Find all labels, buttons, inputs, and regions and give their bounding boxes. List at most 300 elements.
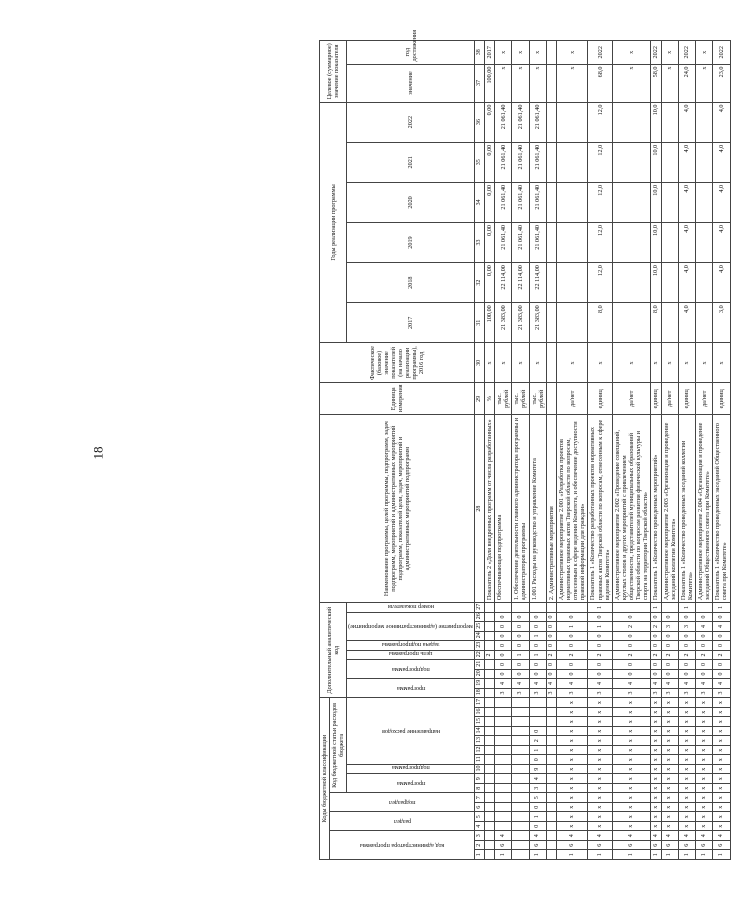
year-value: 21 061,40 (512, 102, 529, 142)
code-cell: 1 (556, 622, 588, 632)
code-cell: х (588, 774, 612, 784)
code-cell: х (556, 774, 588, 784)
code-cell: 0 (588, 660, 612, 670)
code-cell (495, 812, 512, 822)
header-measure-label: мероприятие (административное мероприятие) (348, 623, 474, 631)
row-name: 2. Административные мероприятия (546, 415, 556, 603)
code-cell: 3 (546, 688, 556, 698)
year-value (696, 303, 713, 343)
year-value: 8,0 (588, 303, 612, 343)
code-cell: 0 (529, 822, 546, 832)
code-cell: х (556, 812, 588, 822)
code-cell: 0 (713, 641, 730, 651)
year-value: 3,0 (713, 303, 730, 343)
code-cell: 4 (651, 679, 661, 689)
code-cell: 0 (612, 660, 651, 670)
code-cell (529, 717, 546, 727)
year-value: 21 383,00 (495, 303, 512, 343)
target-year: х (556, 41, 588, 65)
code-cell: х (661, 793, 678, 803)
code-cell (546, 746, 556, 756)
code-cell: 0 (651, 660, 661, 670)
row-unit: тыс. рублей (529, 383, 546, 415)
page-number: 18 (90, 446, 106, 460)
year-value: 21 061,40 (495, 182, 512, 222)
code-cell: 0 (651, 631, 661, 641)
year-value (612, 303, 651, 343)
target-value: х (612, 64, 651, 102)
year-value: 4,0 (678, 182, 695, 222)
code-cell: 4 (612, 679, 651, 689)
code-cell: х (612, 746, 651, 756)
code-cell: 0 (556, 641, 588, 651)
code-cell: х (651, 765, 661, 775)
code-cell: 4 (529, 831, 546, 841)
code-cell: 1 (588, 603, 612, 613)
column-number: 30 (475, 343, 485, 383)
code-cell: х (678, 803, 695, 813)
code-cell: 3 (529, 784, 546, 794)
code-cell: 4 (588, 831, 612, 841)
table-row (546, 41, 556, 860)
code-cell: х (696, 698, 713, 708)
code-cell: х (651, 698, 661, 708)
code-cell: х (588, 727, 612, 737)
column-number: 24 (475, 631, 485, 641)
table-row (696, 41, 713, 860)
code-cell: 0 (495, 622, 512, 632)
code-cell (495, 727, 512, 737)
code-cell: х (678, 765, 695, 775)
year-value: 12,0 (588, 222, 612, 262)
code-cell: 0 (546, 669, 556, 679)
code-cell: 3 (556, 688, 588, 698)
code-cell: х (556, 746, 588, 756)
column-number: 6 (475, 803, 485, 813)
year-value: 10,0 (651, 182, 661, 222)
target-year: х (495, 41, 512, 65)
row-unit: единиц (713, 383, 730, 415)
code-cell: 0 (678, 631, 695, 641)
code-cell: 1 (529, 650, 546, 660)
table-row (529, 41, 546, 860)
code-cell: 5 (529, 793, 546, 803)
year-value: 21 061,40 (529, 102, 546, 142)
code-cell (612, 603, 651, 613)
code-cell: х (713, 793, 730, 803)
year-value: 4,0 (678, 263, 695, 303)
code-cell: х (696, 708, 713, 718)
code-cell: 6 (678, 841, 695, 851)
code-cell: 0 (495, 641, 512, 651)
code-cell: 2 (651, 650, 661, 660)
row-name: Показатель 1 «Количество проведенных заседаний коллегии Комитета» (678, 415, 695, 603)
code-cell (546, 727, 556, 737)
header-admin-code (330, 831, 475, 860)
code-cell: 2 (588, 650, 612, 660)
code-cell: 1 (651, 603, 661, 613)
year-value: 12,0 (588, 263, 612, 303)
row-unit (546, 383, 556, 415)
code-cell: х (713, 727, 730, 737)
header-program-cls (347, 774, 475, 793)
column-number: 34 (475, 182, 485, 222)
code-cell: 0 (546, 641, 556, 651)
column-number: 8 (475, 784, 485, 794)
year-value (696, 263, 713, 303)
code-cell: х (661, 803, 678, 813)
header-goal (347, 650, 475, 660)
code-cell: 0 (529, 727, 546, 737)
code-cell: х (612, 717, 651, 727)
code-cell: х (556, 793, 588, 803)
code-cell (661, 603, 678, 613)
code-cell: 0 (529, 622, 546, 632)
code-cell: 4 (495, 679, 512, 689)
code-cell (484, 812, 494, 822)
code-cell: 4 (495, 831, 512, 841)
code-cell (484, 755, 494, 765)
code-cell: 2 (678, 650, 695, 660)
row-name: 1. Обеспечение деятельности главного администратора программы и администраторов программы (512, 415, 529, 603)
code-cell: 1 (678, 603, 695, 613)
code-cell: 0 (512, 622, 529, 632)
year-value: 0,00 (484, 182, 494, 222)
target-year: 2017 (484, 41, 494, 65)
code-cell: х (556, 822, 588, 832)
code-cell: 4 (696, 622, 713, 632)
year-value (661, 142, 678, 182)
code-cell: 6 (556, 841, 588, 851)
target-value: 100,00 (484, 64, 494, 102)
code-cell: х (661, 755, 678, 765)
code-cell: 6 (495, 841, 512, 851)
target-value: 23,0 (713, 64, 730, 102)
code-cell: х (713, 784, 730, 794)
code-cell: х (678, 698, 695, 708)
column-number: 32 (475, 263, 485, 303)
target-value: х (556, 64, 588, 102)
row-unit: тыс. рублей (512, 383, 529, 415)
row-fact: х (556, 343, 588, 383)
header-section (330, 812, 475, 831)
code-cell: 0 (661, 641, 678, 651)
code-cell: х (696, 774, 713, 784)
code-cell: 1 (529, 812, 546, 822)
code-cell (495, 822, 512, 832)
code-cell: 4 (612, 831, 651, 841)
row-unit: единиц (651, 383, 661, 415)
target-year: х (661, 41, 678, 65)
code-cell: 0 (529, 803, 546, 813)
year-value: 12,0 (588, 142, 612, 182)
code-cell (512, 831, 529, 841)
year-value: 21 061,40 (529, 142, 546, 182)
code-cell: х (588, 803, 612, 813)
year-value: 21 061,40 (512, 182, 529, 222)
year-value (546, 102, 556, 142)
column-number: 37 (475, 64, 485, 102)
code-cell: 3 (661, 622, 678, 632)
code-cell: 0 (495, 650, 512, 660)
code-cell (484, 603, 494, 613)
row-name: Административное мероприятие 2.004 «Организация и проведение заседаний Общественного совета при Комитете» (696, 415, 713, 603)
code-cell: х (651, 727, 661, 737)
row-unit: да/нет (661, 383, 678, 415)
code-cell: х (651, 784, 661, 794)
code-cell (484, 746, 494, 756)
code-cell: х (651, 803, 661, 813)
code-cell (546, 765, 556, 775)
code-cell: х (661, 746, 678, 756)
row-name: Административное мероприятие 2.001 «Разработка проектов нормативных правовых актов Тверской области по вопросам, отнесенным к сфере ведения Комитета, и обеспечение доступности правовой информации для граждан» (556, 415, 588, 603)
code-cell: х (713, 765, 730, 775)
table-row (651, 41, 661, 860)
row-name: Показатель 1 «Количество проведенных заседаний Общественного совета при Комитете» (713, 415, 730, 603)
row-unit: единиц (678, 383, 695, 415)
year-value (556, 222, 588, 262)
header-additional-code: Дополнительный аналитический код (320, 603, 347, 698)
code-cell: х (651, 746, 661, 756)
year-value: 10,0 (651, 263, 661, 303)
code-cell: 1 (612, 850, 651, 860)
code-cell: 6 (696, 841, 713, 851)
code-cell: 0 (678, 669, 695, 679)
row-unit: да/нет (556, 383, 588, 415)
code-cell: 0 (495, 612, 512, 622)
code-cell: х (588, 765, 612, 775)
code-cell: х (588, 755, 612, 765)
code-cell (484, 736, 494, 746)
code-cell: х (661, 717, 678, 727)
year-value (612, 142, 651, 182)
target-year (546, 41, 556, 65)
code-cell (546, 717, 556, 727)
column-number: 1 (475, 850, 485, 860)
year-value: 21 061,40 (495, 222, 512, 262)
year-value (556, 142, 588, 182)
code-cell: 0 (588, 669, 612, 679)
header-year-2017: 2017 (347, 303, 475, 343)
column-number: 26 (475, 612, 485, 622)
code-cell (512, 841, 529, 851)
code-cell: х (556, 784, 588, 794)
code-cell (546, 850, 556, 860)
code-cell: 1 (556, 850, 588, 860)
column-number: 18 (475, 688, 485, 698)
year-value (546, 142, 556, 182)
target-year: х (529, 41, 546, 65)
code-cell (546, 841, 556, 851)
code-cell: 3 (678, 622, 695, 632)
code-cell (512, 755, 529, 765)
code-cell: 4 (713, 622, 730, 632)
header-budget-code: Код бюджетной статьи расходов бюджета (330, 698, 347, 793)
code-cell (495, 765, 512, 775)
code-cell: 0 (529, 660, 546, 670)
code-cell: 1 (588, 622, 612, 632)
code-cell: 0 (529, 641, 546, 651)
code-cell (546, 784, 556, 794)
code-cell: 4 (512, 679, 529, 689)
header-year-2022: 2022 (347, 102, 475, 142)
header-subprogram (347, 660, 475, 679)
code-cell: 4 (713, 831, 730, 841)
row-fact: х (696, 343, 713, 383)
code-cell: х (696, 727, 713, 737)
code-cell: х (588, 708, 612, 718)
year-value (612, 182, 651, 222)
code-cell: 2 (696, 650, 713, 660)
column-number: 25 (475, 622, 485, 632)
target-value: х (696, 64, 713, 102)
code-cell: 1 (651, 850, 661, 860)
target-value: 68,0 (588, 64, 612, 102)
code-cell: 0 (713, 660, 730, 670)
code-cell: х (661, 765, 678, 775)
code-cell: 0 (696, 660, 713, 670)
code-cell (546, 708, 556, 718)
target-value: х (661, 64, 678, 102)
code-cell: 0 (612, 612, 651, 622)
code-cell: 2 (546, 650, 556, 660)
code-cell (512, 746, 529, 756)
year-value (612, 263, 651, 303)
code-cell (495, 736, 512, 746)
header-unit: Единица измерения (320, 383, 475, 415)
code-cell: 2 (612, 650, 651, 660)
code-cell (512, 850, 529, 860)
code-cell (484, 803, 494, 813)
header-subprogram-label: подпрограмма (391, 665, 430, 673)
code-cell: 2 (612, 622, 651, 632)
year-value (546, 263, 556, 303)
year-value (612, 102, 651, 142)
code-cell: х (678, 755, 695, 765)
code-cell: 0 (512, 631, 529, 641)
code-cell: х (678, 746, 695, 756)
year-value: 0,00 (484, 263, 494, 303)
code-cell (484, 841, 494, 851)
code-cell (546, 822, 556, 832)
code-cell: 2 (661, 650, 678, 660)
code-cell: х (588, 717, 612, 727)
code-cell: х (612, 698, 651, 708)
year-value: 4,0 (678, 222, 695, 262)
column-number: 36 (475, 102, 485, 142)
code-cell: х (661, 727, 678, 737)
code-cell: х (651, 708, 661, 718)
year-value (546, 303, 556, 343)
code-cell: 6 (661, 841, 678, 851)
code-cell: 0 (661, 669, 678, 679)
code-cell: 2 (529, 736, 546, 746)
target-value: х (529, 64, 546, 102)
row-name: Показатель 1 «Количество разработанных проектов нормативных правовых актов Тверской области по вопросам, отнесенным к сфере ведения Комитета» (588, 415, 612, 603)
table-row (495, 41, 512, 860)
code-cell (556, 603, 588, 613)
code-cell: 0 (512, 669, 529, 679)
code-cell (512, 603, 529, 613)
year-value: 21 061,40 (512, 142, 529, 182)
code-cell: 1 (661, 850, 678, 860)
code-cell (512, 774, 529, 784)
column-number: 15 (475, 717, 485, 727)
code-cell (484, 612, 494, 622)
code-cell: 0 (678, 612, 695, 622)
column-number: 4 (475, 822, 485, 832)
code-cell (484, 669, 494, 679)
code-cell: х (661, 708, 678, 718)
code-cell (495, 793, 512, 803)
code-cell: 9 (529, 765, 546, 775)
row-name: Показатель 2 «Доля внедренных программ от числа разработанных» (484, 415, 494, 603)
code-cell: 4 (556, 679, 588, 689)
code-cell (529, 698, 546, 708)
code-cell: 3 (512, 688, 529, 698)
header-program (347, 679, 475, 698)
code-cell (495, 746, 512, 756)
code-cell: х (696, 812, 713, 822)
code-cell: 0 (612, 641, 651, 651)
year-value (546, 182, 556, 222)
target-value: х (495, 64, 512, 102)
year-value: 21 061,40 (529, 182, 546, 222)
year-value (556, 102, 588, 142)
header-indicator-label: номер показателя (387, 602, 434, 610)
code-cell: 1 (713, 850, 730, 860)
row-fact: х (495, 343, 512, 383)
row-fact: х (678, 343, 695, 383)
code-cell: х (612, 822, 651, 832)
code-cell: х (651, 822, 661, 832)
column-number: 33 (475, 222, 485, 262)
code-cell: х (651, 717, 661, 727)
code-cell (512, 784, 529, 794)
code-cell: 4 (696, 831, 713, 841)
year-value (661, 263, 678, 303)
code-cell: х (588, 812, 612, 822)
code-cell: х (612, 803, 651, 813)
code-cell (484, 708, 494, 718)
code-cell: 0 (556, 660, 588, 670)
year-value: 0,00 (484, 222, 494, 262)
code-cell: 0 (546, 631, 556, 641)
year-value (696, 102, 713, 142)
column-number: 21 (475, 660, 485, 670)
year-value (696, 142, 713, 182)
code-cell: х (713, 698, 730, 708)
code-cell (484, 641, 494, 651)
target-value: 58,0 (651, 64, 661, 102)
code-cell: 0 (696, 631, 713, 641)
code-cell (529, 708, 546, 718)
column-number: 19 (475, 679, 485, 689)
year-value: 12,0 (588, 182, 612, 222)
row-fact: х (612, 343, 651, 383)
code-cell: 0 (512, 612, 529, 622)
code-cell: 0 (588, 612, 612, 622)
code-cell: х (713, 803, 730, 813)
code-cell: х (651, 755, 661, 765)
year-value: 22 114,00 (529, 263, 546, 303)
row-fact: х (529, 343, 546, 383)
column-number: 35 (475, 142, 485, 182)
code-cell: х (556, 755, 588, 765)
column-number: 9 (475, 774, 485, 784)
code-cell: 3 (713, 688, 730, 698)
code-cell (546, 793, 556, 803)
